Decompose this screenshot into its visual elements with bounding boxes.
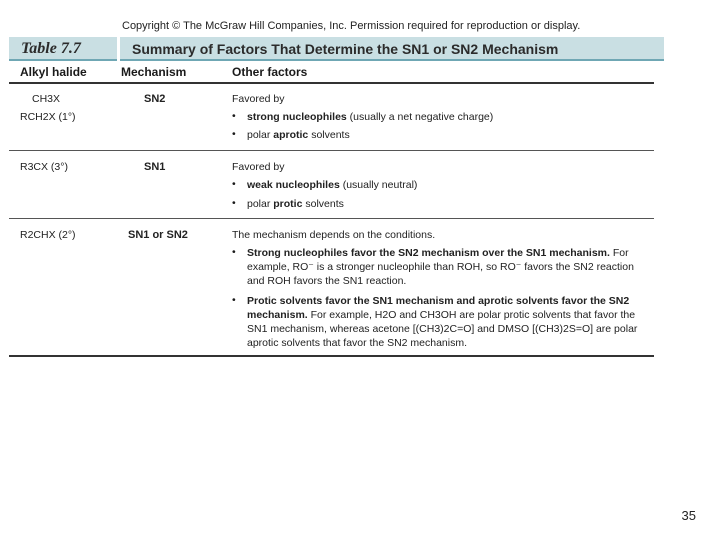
table-header-bar (9, 37, 664, 61)
bullet-marker: • (232, 128, 236, 140)
factors-intro: Favored by (232, 93, 285, 105)
column-header-mechanism: Mechanism (121, 65, 187, 79)
mechanism-cell: SN1 or SN2 (128, 229, 188, 241)
bullet-marker: • (232, 178, 236, 190)
column-header-other-factors: Other factors (232, 65, 308, 79)
halide-cell: R3CX (3°) (20, 161, 68, 173)
row-divider (9, 218, 654, 219)
bullet-marker: • (232, 246, 236, 258)
halide-cell: RCH2X (1°) (20, 111, 76, 123)
header-rule (9, 82, 654, 84)
bullet-marker: • (232, 294, 236, 306)
table-bottom-rule (9, 355, 654, 357)
halide-cell: CH3X (32, 93, 61, 105)
factors-intro: Favored by (232, 161, 285, 173)
factor-bullet: polar protic solvents (247, 198, 344, 210)
factor-bullet: weak nucleophiles (usually neutral) (247, 179, 418, 191)
factor-bullet: strong nucleophiles (usually a net negative charge) (247, 111, 494, 123)
halide-cell: R2CHX (2°) (20, 229, 76, 241)
factor-bullet: Strong nucleophiles favor the SN2 mechanism over the SN1 mechanism. For example, RO⁻ is a stronger nucleophile than ROH, so RO⁻ favors the SN2 reaction and ROH favors the SN1 reaction. (247, 247, 634, 287)
bullet-marker: • (232, 197, 236, 209)
factors-intro: The mechanism depends on the conditions. (232, 229, 436, 241)
factor-bullet: polar aprotic solvents (247, 129, 350, 141)
row-divider (9, 150, 654, 151)
bullet-marker: • (232, 110, 236, 122)
page-number: 35 (681, 508, 696, 523)
column-header-alkyl-halide: Alkyl halide (20, 65, 87, 79)
table-label: Table 7.7 (9, 37, 117, 61)
copyright-notice: Copyright © The McGraw Hill Companies, Inc. Permission required for reproduction or display. (122, 20, 581, 32)
table-title: Summary of Factors That Determine the SN1 or SN2 Mechanism (120, 37, 664, 61)
mechanism-cell: SN2 (144, 93, 166, 105)
factor-bullet: Protic solvents favor the SN1 mechanism and aprotic solvents favor the SN2 mechanism. For example, H2O and CH3OH are polar protic solvents that favor the SN1 mechanism, whereas acetone [(CH3)2C=O] and DMSO [(CH3)2S=O] are polar aprotic solvents that favor the SN2 mechanism. (247, 295, 638, 349)
mechanism-cell: SN1 (144, 161, 166, 173)
